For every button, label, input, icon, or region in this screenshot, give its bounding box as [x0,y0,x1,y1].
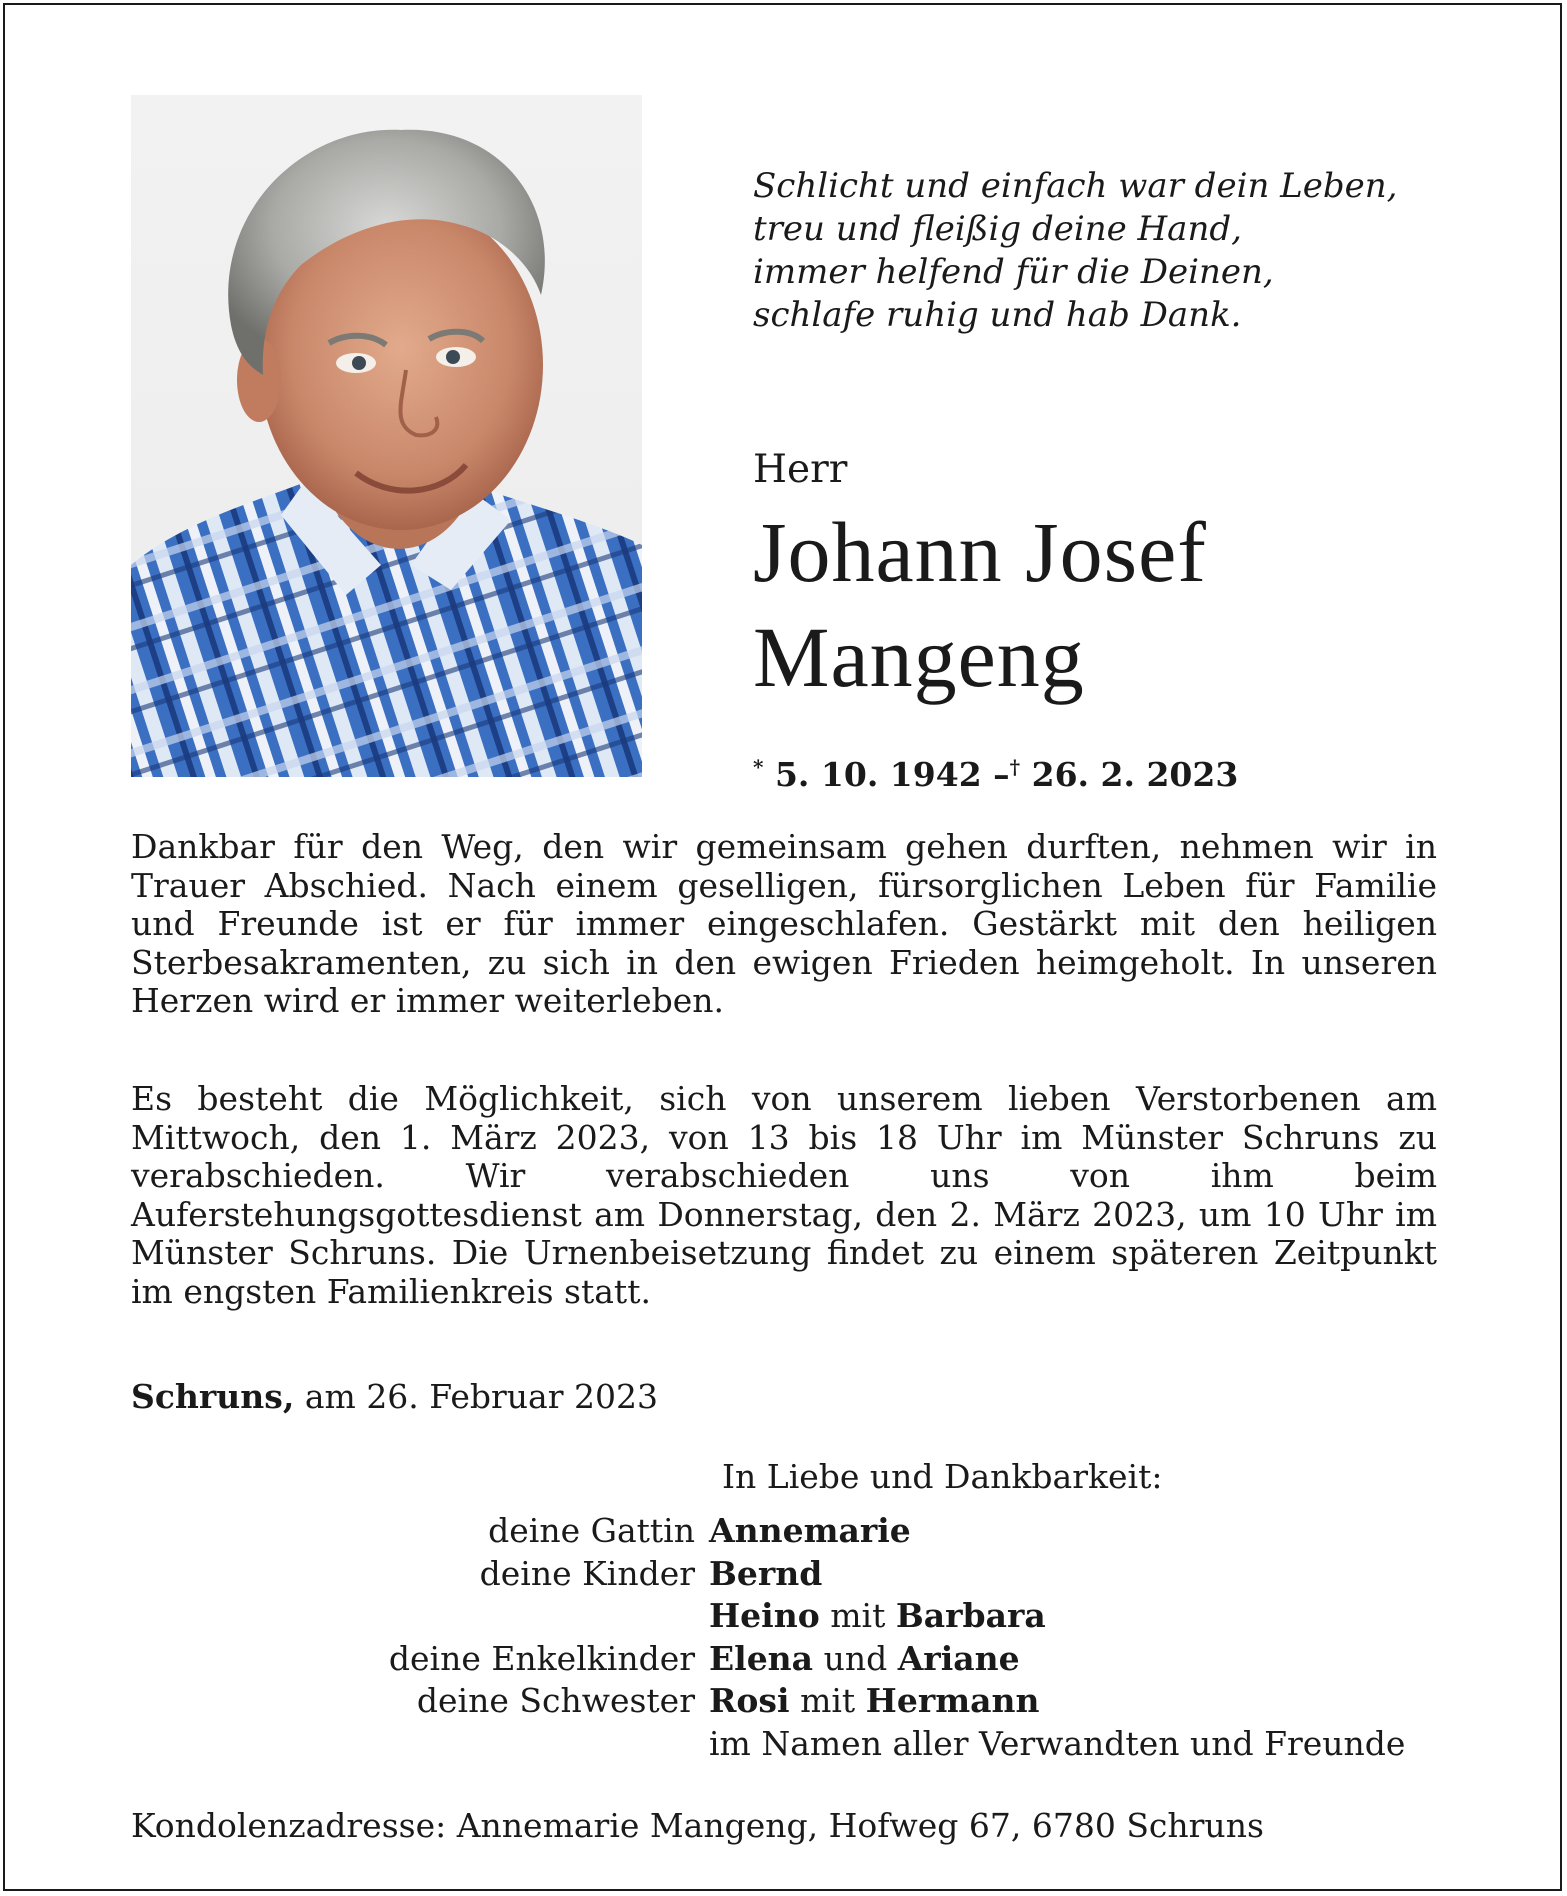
portrait-photo [131,95,642,777]
mourner-name: Elena [709,1638,814,1678]
death-symbol: † [1009,755,1021,779]
relation: deine Gattin [488,1511,695,1550]
mourner-name: Hermann [865,1681,1040,1720]
date: am 26. Februar 2023 [304,1377,658,1416]
relation: deine Kinder [479,1553,695,1593]
mourner-name: Ariane [897,1638,1020,1678]
mourners-title: In Liebe und Dankbarkeit: [722,1457,1163,1496]
connector: mit [800,1681,856,1720]
deceased-first-names: Johann Josef [753,504,1207,600]
birth-symbol: * [753,755,764,779]
place-date [131,1377,658,1417]
condolence-address: Kondolenzadresse: Annemarie Mangeng, Hofweg 67, 6780 Schruns [131,1806,1264,1845]
salutation: Herr [753,447,848,492]
birth-date: 5. 10. 1942 [774,755,982,794]
mourner-row [131,1553,1471,1596]
relation: deine Enkelkinder [388,1638,695,1678]
poem-line: schlafe ruhig und hab Dank. [753,295,1242,335]
deceased-name [753,500,1207,710]
memorial-poem [753,165,1397,337]
mourner-name: Bernd [709,1553,823,1593]
mourner-row [131,1595,1471,1638]
place: Schruns, [131,1377,295,1416]
poem-line: treu und fleißig deine Hand, [753,209,1242,249]
mourner-name: Heino [709,1596,820,1635]
poem-line: immer helfend für die Deinen, [753,252,1274,292]
mourners-closing: im Namen aller Verwandten und Freunde [709,1723,1406,1763]
deceased-surname: Mangeng [753,609,1085,705]
death-date: 26. 2. 2023 [1031,755,1239,794]
relation [131,1595,709,1638]
relation: deine Schwester [416,1681,695,1720]
connector: mit [830,1596,886,1635]
mourner-name: Annemarie [709,1511,911,1550]
paragraph-funeral-details: Es besteht die Möglichkeit, sich von unserem lieben Verstorbenen am Mittwoch, den 1. März 2023, von 13 bis 18 Uhr im Münster Schruns zu verabschieden. Wir verabschieden uns von ihm beim Auferstehungsgottesdienst am Donnerstag, den 2. März 2023, um 10 Uhr im Münster Schruns. Die Urnenbeisetzung findet zu einem späteren Zeitpunkt im engsten Familienkreis statt. [131,1079,1437,1311]
mourner-name: Barbara [895,1596,1046,1635]
mourner-name: Rosi [709,1681,790,1720]
poem-line: Schlicht und einfach war dein Leben, [753,166,1398,206]
mourner-row [131,1723,1471,1766]
mourners-list [131,1510,1471,1765]
life-dates [753,747,1238,795]
mourner-row [131,1680,1471,1723]
connector: und [823,1638,888,1678]
mourner-row [131,1638,1471,1681]
mourner-row [131,1510,1471,1553]
date-separator: – [993,755,1010,794]
paragraph-gratitude: Dankbar für den Weg, den wir gemeinsam gehen durften, nehmen wir in Trauer Abschied. Nach einem geselligen, fürsorglichen Leben für Familie und Freunde ist er für immer eingeschlafen. Gestärkt mit den heiligen Sterbesakramenten, zu sich in den ewigen Frieden heimgeholt. In unseren Herzen wird er immer weiterleben. [131,827,1437,1020]
